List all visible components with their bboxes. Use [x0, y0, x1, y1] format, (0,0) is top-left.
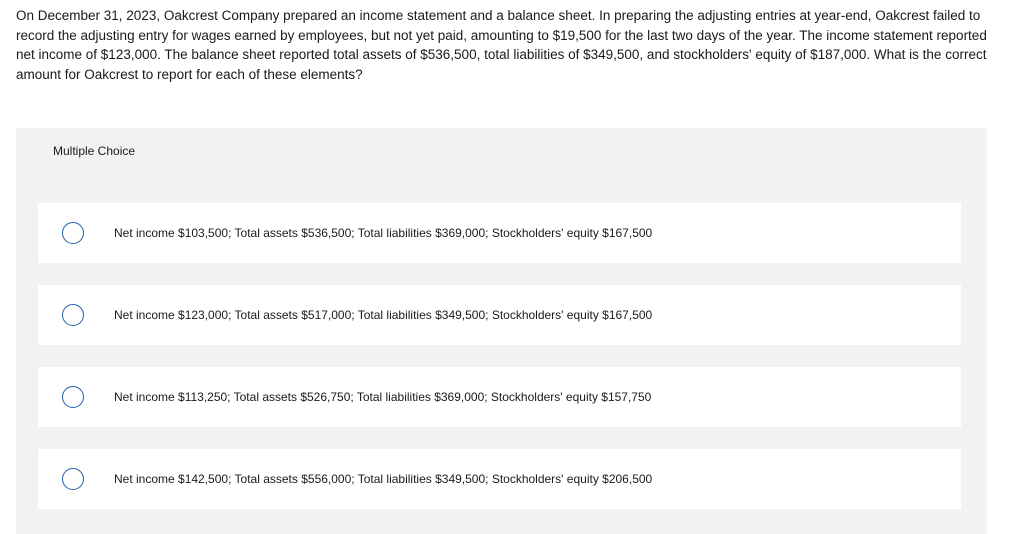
radio-button-1[interactable] [62, 222, 84, 244]
answer-option-label: Net income $142,500; Total assets $556,000; Total liabilities $349,500; Stockholders' equity $206,500 [114, 472, 653, 486]
answer-option-label: Net income $113,250; Total assets $526,750; Total liabilities $369,000; Stockholders' equity $157,750 [114, 390, 652, 404]
multiple-choice-panel [16, 128, 987, 534]
answer-option-3[interactable] [38, 367, 961, 427]
radio-button-3[interactable] [62, 386, 84, 408]
answer-option-label: Net income $103,500; Total assets $536,500; Total liabilities $369,000; Stockholders' equity $167,500 [114, 226, 653, 240]
multiple-choice-header: Multiple Choice [53, 144, 136, 158]
radio-button-2[interactable] [62, 304, 84, 326]
options-list [38, 203, 961, 531]
answer-option-1[interactable] [38, 203, 961, 263]
answer-option-4[interactable] [38, 449, 961, 509]
answer-option-label: Net income $123,000; Total assets $517,000; Total liabilities $349,500; Stockholders' equity $167,500 [114, 308, 653, 322]
radio-button-4[interactable] [62, 468, 84, 490]
question-text: On December 31, 2023, Oakcrest Company prepared an income statement and a balance sheet. In preparing the adjusting entries at year-end, Oakcrest failed to record the adjusting entry for wages earned by employees, but not yet paid, amounting to $19,500 for the last two days of the year. The income statement reported net income of $123,000. The balance sheet reported total assets of $536,500, total liabilities of $349,500, and stockholders' equity of $187,000. What is the correct amount for Oakcrest to report for each of these elements? [16, 8, 987, 82]
answer-option-2[interactable] [38, 285, 961, 345]
